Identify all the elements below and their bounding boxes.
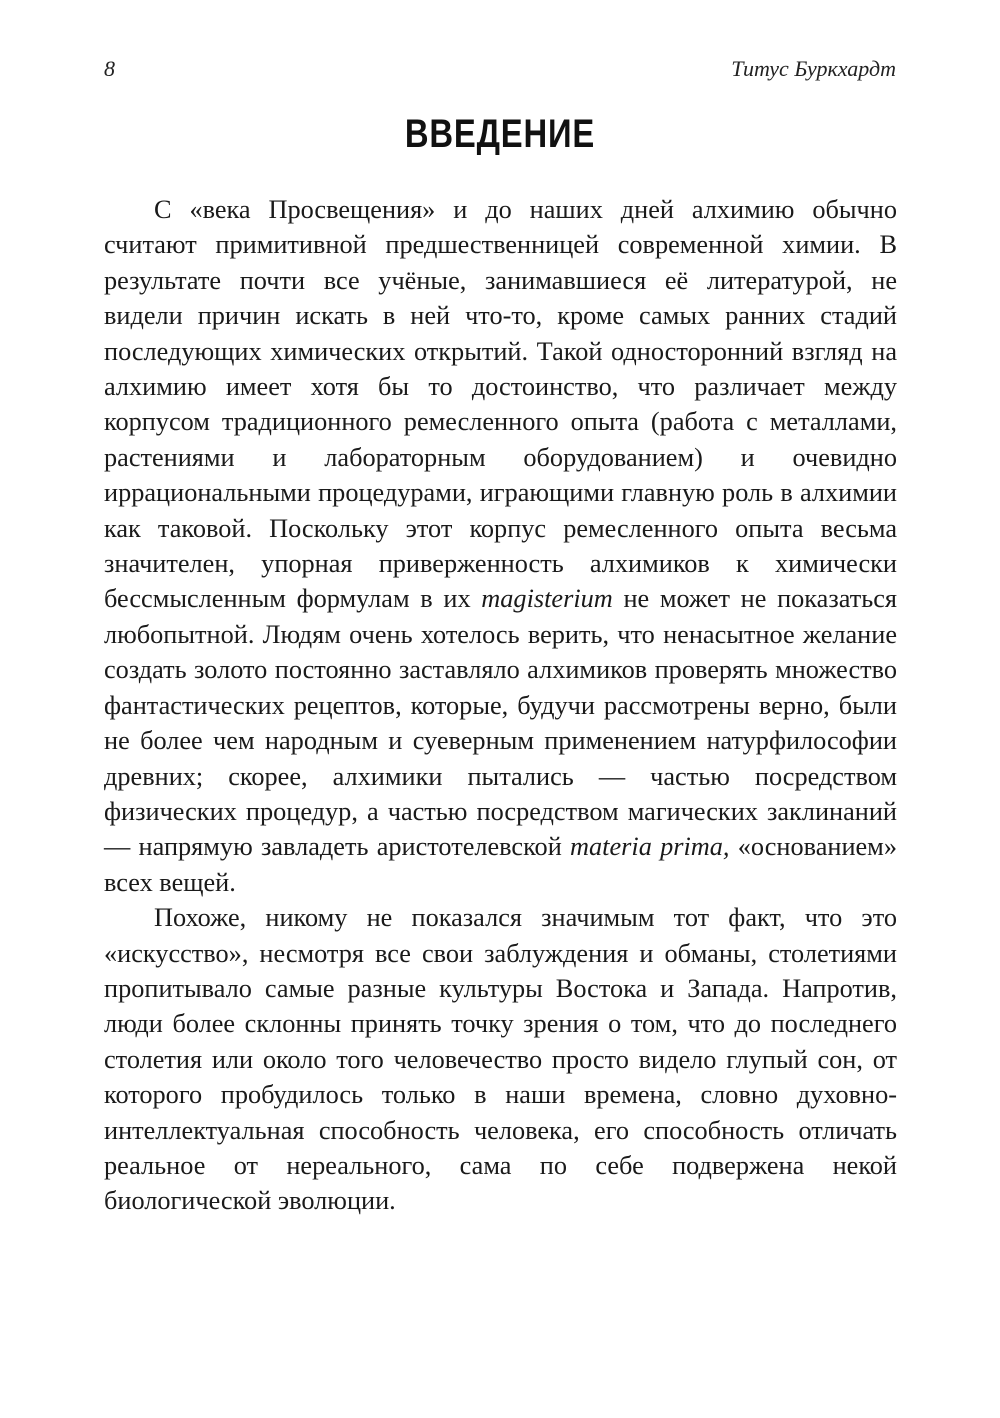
running-title: Титус Буркхардт: [731, 56, 896, 81]
italic-term: magisterium: [481, 584, 613, 614]
paragraph: [104, 192, 897, 900]
running-header: [104, 56, 896, 92]
italic-term: materia prima,: [570, 832, 730, 862]
page-number: 8: [104, 56, 115, 81]
paragraph-text: «основанием» всех вещей.: [104, 832, 897, 897]
paragraph: [104, 900, 897, 1219]
paragraph-text: Похоже, никому не показался значимым тот факт, что это «искусство», несмотря все свои заблуждения и обманы, столетиями пропитывало самые разные культуры Востока и Запада. Напротив, люди более склонны принять точку зрения о том, что до последнего столетия или около того человечество просто видело глупый сон, от которого пробудилось только в наши времена, словно духовно-интеллектуальная способность человека, его способность отличать реальное от нереального, сама по себе подвержена некой биологической эволюции.: [104, 903, 897, 1216]
chapter-title: ВВЕДЕНИЕ: [404, 112, 596, 156]
body-text: [104, 192, 897, 1219]
paragraph-text: С «века Просвещения» и до наших дней алхимию обычно считают примитивной предшественницей современной химии. В результате почти все учёные, занимавшиеся её литературой, не видели причин искать в ней что-то, кроме самых ранних стадий последующих химических открытий. Такой односторонний взгляд на алхимию имеет хотя бы то достоинство, что различает между корпусом традиционного ремесленного опыта (работа с металлами, растениями и лабораторным оборудованием) и очевидно иррациональными процедурами, играющими главную роль в алхимии как таковой. Поскольку этот корпус ремесленного опыта весьма значителен, упорная приверженность алхимиков к химически бессмысленным формулам в их: [104, 195, 897, 614]
paragraph-text: не может не показаться любопытной. Людям очень хотелось верить, что ненасытное желание создать золото постоянно заставляло алхимиков проверять множество фантастических рецептов, которые, будучи рассмотрены верно, были не более чем народным и суеверным применением натурфилософии древних; скорее, алхимики пытались — частью посредством физических процедур, а частью посредством магических заклинаний — напрямую завладеть аристотелевской: [104, 584, 897, 862]
